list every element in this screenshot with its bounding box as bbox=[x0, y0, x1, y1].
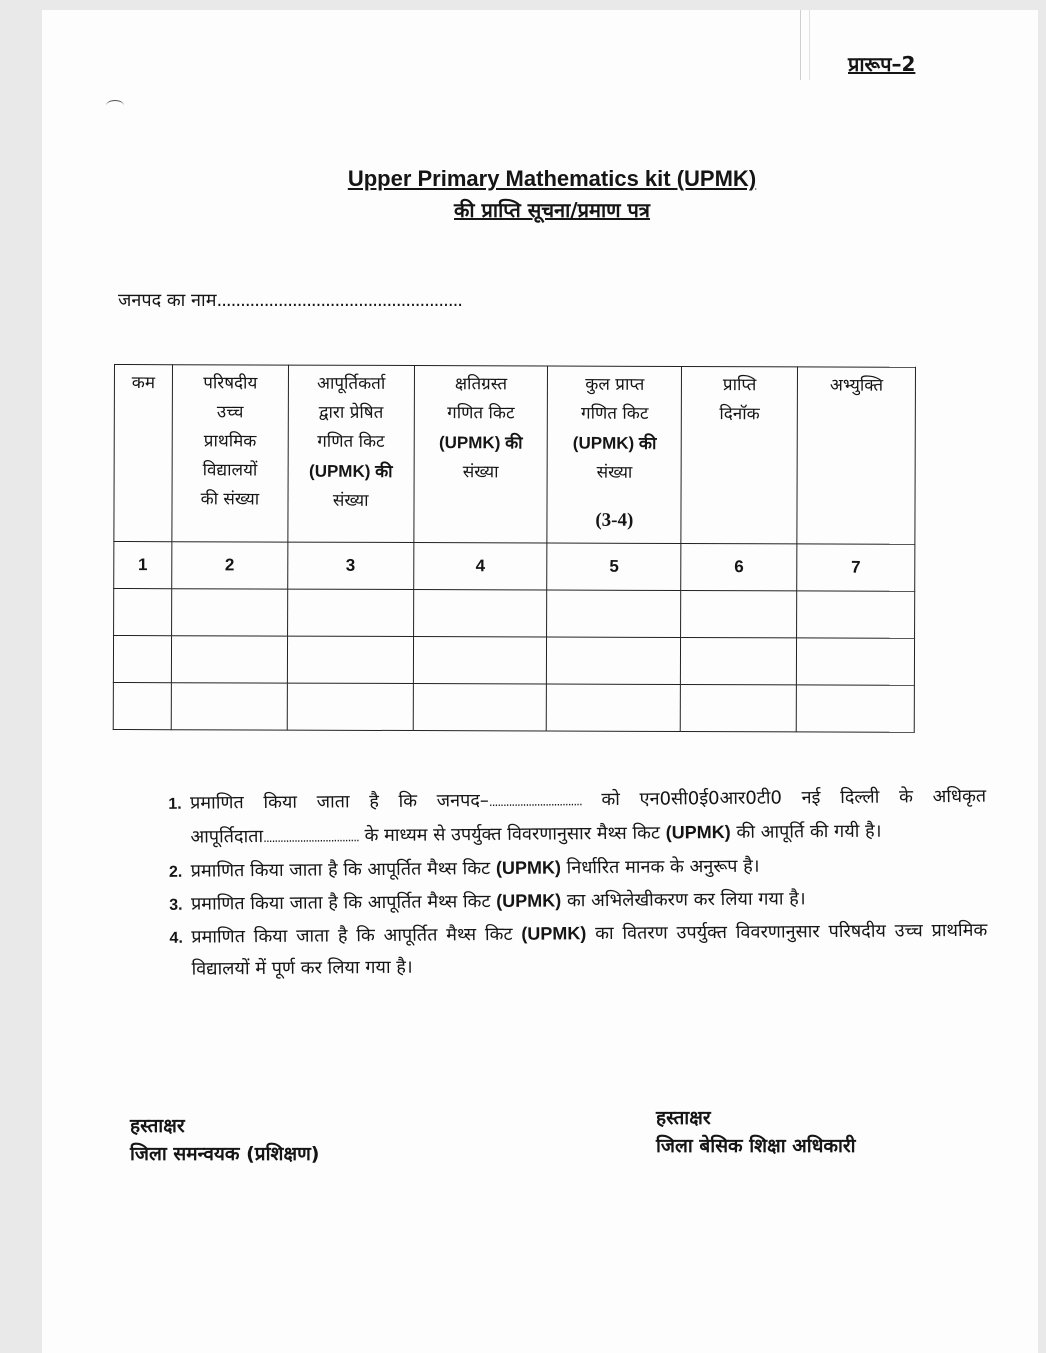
table-cell-blank bbox=[796, 685, 914, 732]
column-number: 4 bbox=[413, 543, 547, 590]
signature-block-district-coordinator bbox=[130, 1112, 320, 1168]
table-cell-blank bbox=[114, 589, 172, 636]
column-header-line: संख्या bbox=[332, 490, 369, 511]
table-cell-blank bbox=[171, 636, 287, 683]
column-header-line: (UPMK) की bbox=[309, 461, 393, 481]
document-page bbox=[42, 10, 1038, 1353]
column-number: 6 bbox=[681, 543, 797, 590]
column-number: 1 bbox=[114, 542, 172, 589]
table-cell-blank bbox=[681, 590, 797, 637]
district-name-label: जनपद का नाम bbox=[118, 290, 217, 311]
column-header-line: गणित किट bbox=[317, 431, 385, 452]
form-label: प्रारूप–2 bbox=[848, 52, 916, 76]
table-cell-blank bbox=[681, 684, 797, 731]
certification-text: को एन0सी0ई0आर0टी0 नई दिल्ली के अधिकृत आपूर्तिदाता bbox=[190, 785, 987, 848]
table-cell-blank bbox=[287, 589, 413, 636]
kit-receipt-table bbox=[113, 364, 916, 733]
certification-text: का अभिलेखीकरण कर लिया गया है। bbox=[561, 888, 806, 912]
certification-item-1 bbox=[186, 781, 987, 855]
document-title-english: Upper Primary Mathematics kit (UPMK) bbox=[347, 166, 757, 191]
signature-block-basic-education-officer bbox=[656, 1104, 856, 1160]
scan-fold-line bbox=[800, 10, 810, 80]
column-header-line: गणित किट bbox=[447, 403, 515, 424]
column-header-4 bbox=[414, 366, 548, 543]
column-header-3 bbox=[288, 365, 414, 542]
certification-text: (UPMK) bbox=[521, 923, 587, 944]
column-header-2 bbox=[172, 365, 288, 542]
fill-in-blank: .................................. bbox=[263, 830, 359, 846]
column-header-line: की संख्या bbox=[200, 489, 260, 510]
table-cell-blank bbox=[287, 683, 413, 730]
district-name-field bbox=[118, 288, 462, 312]
table-cell-blank bbox=[113, 682, 171, 729]
table-cell-blank bbox=[796, 638, 914, 685]
fill-in-blank: ................................. bbox=[488, 794, 582, 810]
table-cell-blank bbox=[547, 684, 681, 731]
certification-text: प्रमाणित किया जाता है कि आपूर्तित मैथ्स किट bbox=[191, 923, 522, 948]
certification-text: की आपूर्ति की गयी है। bbox=[730, 820, 882, 843]
table-cell-blank bbox=[547, 590, 681, 637]
column-formula: (3-4) bbox=[595, 509, 634, 531]
column-number: 2 bbox=[172, 542, 288, 589]
column-header-line: क्षतिग्रस्त bbox=[454, 374, 508, 395]
certification-text: (UPMK) bbox=[495, 857, 561, 879]
column-number-row bbox=[114, 542, 915, 592]
column-number: 5 bbox=[547, 543, 681, 590]
certification-item-4 bbox=[187, 914, 988, 986]
scan-mark bbox=[106, 100, 124, 111]
column-header-line: संख्या bbox=[462, 462, 499, 483]
table-row bbox=[113, 682, 914, 732]
table-cell-blank bbox=[547, 637, 681, 684]
table-cell-blank bbox=[413, 590, 547, 637]
column-header-line: संख्या bbox=[596, 462, 633, 483]
signature-label: हस्ताक्षर bbox=[656, 1107, 711, 1129]
signature-designation: जिला समन्वयक (प्रशिक्षण) bbox=[130, 1143, 320, 1165]
certification-text: (UPMK) bbox=[496, 890, 562, 912]
certification-text: (UPMK) bbox=[665, 821, 731, 843]
signature-label: हस्ताक्षर bbox=[130, 1115, 185, 1137]
column-header-line: (UPMK) की bbox=[572, 433, 657, 453]
certification-text: प्रमाणित किया जाता है कि आपूर्तित मैथ्स किट bbox=[190, 858, 497, 882]
table-cell-blank bbox=[171, 683, 287, 730]
signature-designation: जिला बेसिक शिक्षा अधिकारी bbox=[656, 1135, 856, 1157]
column-header-line: विद्यालयों bbox=[202, 460, 258, 481]
column-header-line: द्वारा प्रेषित bbox=[318, 402, 384, 423]
column-number: 7 bbox=[797, 544, 915, 591]
column-header-line: आपूर्तिकर्ता bbox=[316, 373, 386, 394]
column-header-1 bbox=[114, 365, 173, 542]
column-header-6 bbox=[681, 366, 797, 543]
certification-text: निर्धारित मानक के अनुरूप है। bbox=[560, 855, 760, 879]
column-header-7 bbox=[797, 367, 916, 544]
table-cell-blank bbox=[113, 636, 171, 683]
column-header-5 bbox=[547, 366, 681, 543]
district-name-blank: .................................................... bbox=[216, 290, 463, 311]
column-number: 3 bbox=[287, 542, 413, 589]
column-header-line: गणित किट bbox=[580, 403, 649, 424]
certification-text: प्रमाणित किया जाता है कि जनपद– bbox=[190, 790, 489, 814]
table-cell-blank bbox=[287, 636, 413, 683]
certification-text: का वितरण उपर्युक्त विवरणानुसार परिषदीय उच्च प्राथमिक विद्यालयों में पूर्ण कर लिया गया है। bbox=[191, 919, 988, 980]
table-cell-blank bbox=[681, 637, 797, 684]
column-header-line: प्राप्ति bbox=[722, 375, 757, 396]
table-cell-blank bbox=[413, 637, 547, 684]
column-header-line: परिषदीय bbox=[203, 373, 258, 394]
column-header-line: प्राथमिक bbox=[203, 431, 257, 452]
column-header-line: (UPMK) की bbox=[438, 433, 523, 453]
table-cell-blank bbox=[413, 684, 547, 731]
certification-text: के माध्यम से उपर्युक्त विवरणानुसार मैथ्स किट bbox=[358, 822, 666, 847]
column-header-line: कुल प्राप्त bbox=[585, 374, 645, 395]
table-row bbox=[113, 636, 914, 686]
certification-text: प्रमाणित किया जाता है कि आपूर्तित मैथ्स किट bbox=[190, 891, 497, 915]
table-row bbox=[114, 589, 915, 639]
document-title-hindi: की प्राप्ति सूचना/प्रमाण पत्र bbox=[454, 198, 650, 222]
column-header-line: अभ्युक्ति bbox=[829, 375, 884, 396]
column-header-line: कम bbox=[131, 373, 156, 394]
table-header-row bbox=[114, 365, 916, 545]
column-header-line: दिनॉक bbox=[719, 404, 760, 425]
certification-list bbox=[152, 781, 988, 986]
table-cell-blank bbox=[171, 589, 287, 636]
table-cell-blank bbox=[797, 591, 915, 638]
column-header-line: उच्च bbox=[216, 402, 244, 423]
